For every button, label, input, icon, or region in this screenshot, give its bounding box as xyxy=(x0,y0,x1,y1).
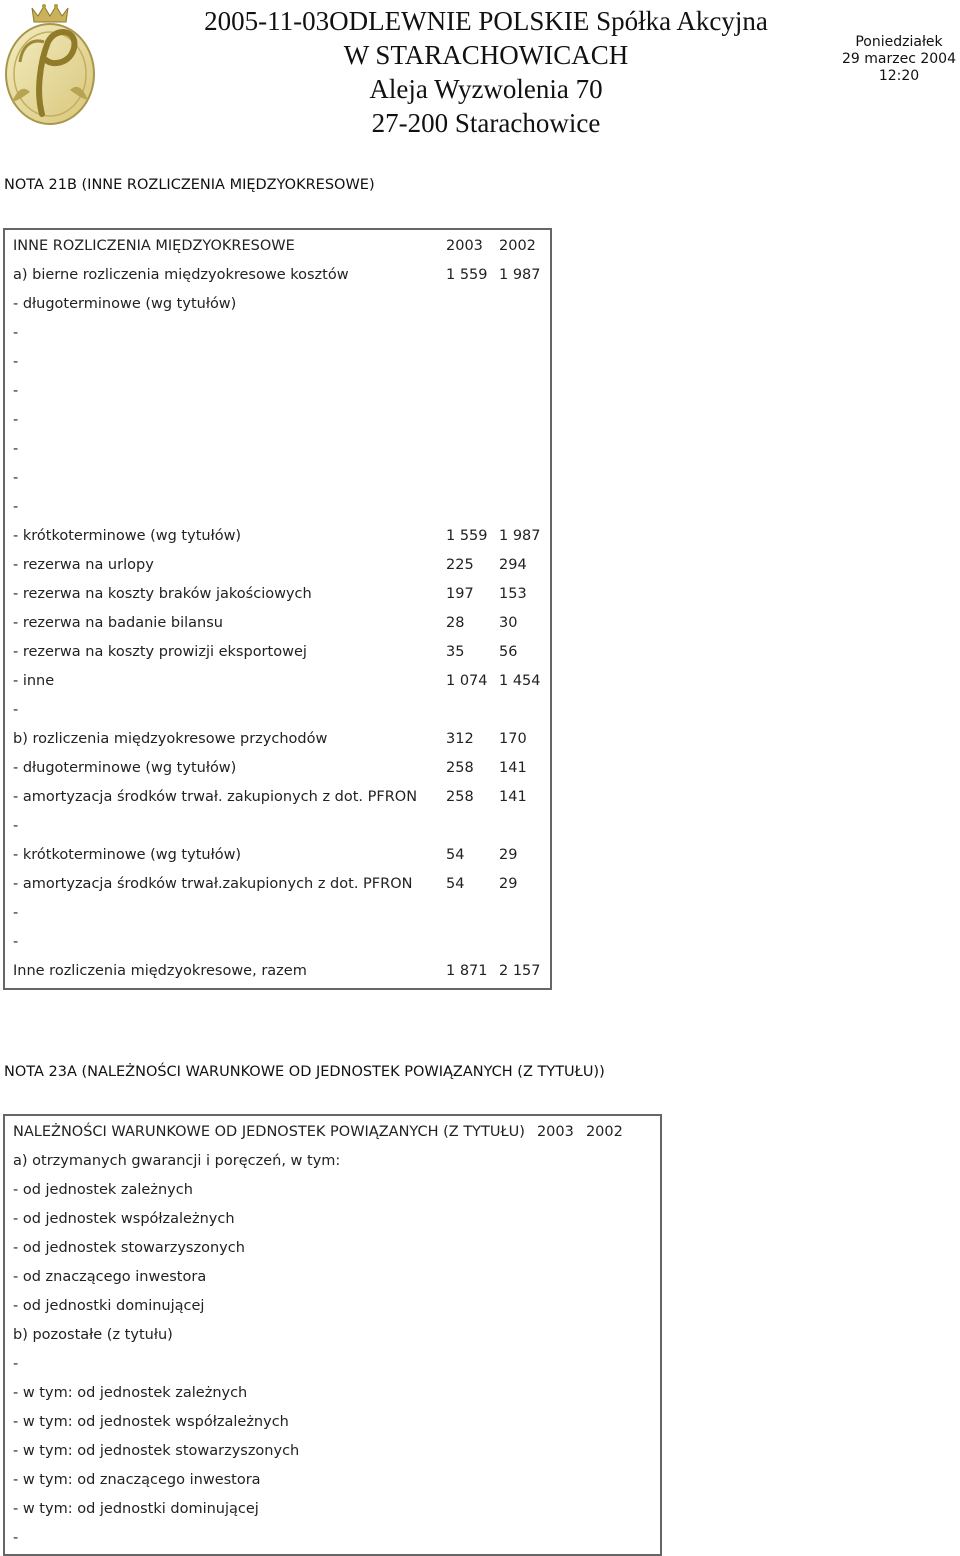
value-2003 xyxy=(537,1233,586,1262)
print-date xyxy=(842,34,956,85)
value-2002: 1 987 xyxy=(499,266,541,283)
row-label: - od znaczącego inwestora xyxy=(13,1268,207,1285)
value-2002 xyxy=(499,898,549,927)
value-2003 xyxy=(537,1204,586,1233)
table-row xyxy=(5,1349,632,1378)
value-2003 xyxy=(446,318,499,347)
value-2003: 1 871 xyxy=(446,962,488,979)
value-2002 xyxy=(499,376,549,405)
table-row xyxy=(5,1494,632,1523)
row-label: a) otrzymanych gwarancji i poręczeń, w tym: xyxy=(13,1152,341,1169)
value-2003: 2003 xyxy=(446,237,483,254)
value-2003: 1 074 xyxy=(446,672,488,689)
value-2002: 2002 xyxy=(585,1123,623,1140)
row-label: - xyxy=(13,411,19,428)
value-2003 xyxy=(537,1523,586,1552)
row-label: - w tym: od jednostek zależnych xyxy=(13,1384,248,1401)
value-2003 xyxy=(446,898,499,927)
row-label: INNE ROZLICZENIA MIĘDZYOKRESOWE xyxy=(13,237,295,254)
value-2002 xyxy=(586,1175,632,1204)
row-label: - xyxy=(13,382,19,399)
value-2003 xyxy=(537,1291,586,1320)
date-value: 29 marzec 2004 xyxy=(842,51,956,67)
table-row xyxy=(5,695,549,724)
table-row xyxy=(5,434,549,463)
title-line-1: 2005-11-03ODLEWNIE POLSKIE Spółka Akcyjna xyxy=(204,6,768,36)
table-row xyxy=(5,1436,632,1465)
row-label: - xyxy=(13,440,19,457)
note-21b-heading: NOTA 21B (INNE ROZLICZENIA MIĘDZYOKRESOWE) xyxy=(4,177,375,193)
value-2002 xyxy=(499,434,549,463)
row-label: - w tym: od znaczącego inwestora xyxy=(13,1471,261,1488)
row-label: - długoterminowe (wg tytułów) xyxy=(13,759,237,776)
table-row xyxy=(5,260,549,289)
table-row xyxy=(5,463,549,492)
table-row xyxy=(5,1117,632,1146)
value-2003: 225 xyxy=(446,556,474,573)
table-row xyxy=(5,1146,632,1175)
table-row xyxy=(5,608,549,637)
value-2003 xyxy=(446,434,499,463)
row-label: a) bierne rozliczenia międzyokresowe kosztów xyxy=(13,266,349,283)
row-label: - xyxy=(13,324,19,341)
row-label: - krótkoterminowe (wg tytułów) xyxy=(13,846,242,863)
company-header xyxy=(166,4,806,140)
value-2002 xyxy=(586,1233,632,1262)
value-2002 xyxy=(586,1465,632,1494)
value-2002 xyxy=(586,1262,632,1291)
value-2002 xyxy=(499,289,549,318)
value-2002: 153 xyxy=(499,585,527,602)
table-row xyxy=(5,927,549,956)
table-row xyxy=(5,956,549,985)
row-label: - rezerwa na urlopy xyxy=(13,556,154,573)
value-2003 xyxy=(537,1146,586,1175)
company-logo xyxy=(2,2,98,128)
table-row xyxy=(5,1233,632,1262)
table-row xyxy=(5,1407,632,1436)
value-2003 xyxy=(537,1320,586,1349)
table-row xyxy=(5,1291,632,1320)
table-row xyxy=(5,753,549,782)
table-row xyxy=(5,1204,632,1233)
row-label: - xyxy=(13,498,19,515)
row-label: - amortyzacja środków trwał. zakupionych z dot. PFRON xyxy=(13,788,418,805)
value-2003 xyxy=(446,811,499,840)
value-2003: 54 xyxy=(446,875,465,892)
row-label: - rezerwa na badanie bilansu xyxy=(13,614,223,631)
value-2003 xyxy=(537,1262,586,1291)
value-2003: 258 xyxy=(446,788,474,805)
value-2003: 35 xyxy=(446,643,465,660)
table-row xyxy=(5,1262,632,1291)
title-line-3: Aleja Wyzwolenia 70 xyxy=(369,74,603,104)
note-21b-table-box xyxy=(3,228,552,990)
note-23a-table-box xyxy=(3,1114,662,1556)
table-row xyxy=(5,289,549,318)
row-label: - od jednostki dominującej xyxy=(13,1297,205,1314)
value-2002 xyxy=(499,405,549,434)
row-label: - xyxy=(13,933,19,950)
table-row xyxy=(5,666,549,695)
value-2003: 28 xyxy=(446,614,465,631)
value-2002: 30 xyxy=(499,614,518,631)
value-2002 xyxy=(499,811,549,840)
row-label: - inne xyxy=(13,672,55,689)
value-2003 xyxy=(446,927,499,956)
table-row xyxy=(5,231,549,260)
row-label: - od jednostek współzależnych xyxy=(13,1210,235,1227)
value-2002: 294 xyxy=(499,556,527,573)
table-row xyxy=(5,550,549,579)
title-line-2: W STARACHOWICACH xyxy=(343,40,629,70)
row-label: - w tym: od jednostek stowarzyszonych xyxy=(13,1442,300,1459)
value-2002 xyxy=(586,1320,632,1349)
row-label: - xyxy=(13,817,19,834)
table-row xyxy=(5,782,549,811)
value-2002 xyxy=(586,1349,632,1378)
value-2003 xyxy=(446,289,499,318)
table-row xyxy=(5,1175,632,1204)
value-2002 xyxy=(586,1291,632,1320)
value-2002: 141 xyxy=(499,788,527,805)
value-2003: 54 xyxy=(446,846,465,863)
row-label: - od jednostek zależnych xyxy=(13,1181,193,1198)
row-label: - rezerwa na koszty prowizji eksportowej xyxy=(13,643,307,660)
row-label: - xyxy=(13,904,19,921)
value-2003: 258 xyxy=(446,759,474,776)
value-2002 xyxy=(499,927,549,956)
value-2003 xyxy=(446,405,499,434)
table-row xyxy=(5,840,549,869)
table-row xyxy=(5,1378,632,1407)
note-23a-heading: NOTA 23A (NALEŻNOŚCI WARUNKOWE OD JEDNOSTEK POWIĄZANYCH (Z TYTUŁU)) xyxy=(4,1064,605,1080)
row-label: - rezerwa na koszty braków jakościowych xyxy=(13,585,312,602)
row-label: - od jednostek stowarzyszonych xyxy=(13,1239,245,1256)
table-row xyxy=(5,492,549,521)
row-label: - amortyzacja środków trwał.zakupionych z dot. PFRON xyxy=(13,875,413,892)
value-2003: 1 559 xyxy=(446,527,488,544)
table-row xyxy=(5,724,549,753)
weekday: Poniedziałek xyxy=(855,34,943,50)
table-row xyxy=(5,1320,632,1349)
value-2003 xyxy=(537,1407,586,1436)
value-2002 xyxy=(586,1378,632,1407)
row-label: b) pozostałe (z tytułu) xyxy=(13,1326,173,1343)
table-row xyxy=(5,405,549,434)
title-line-4: 27-200 Starachowice xyxy=(371,108,601,138)
row-label: - krótkoterminowe (wg tytułów) xyxy=(13,527,242,544)
value-2002: 170 xyxy=(499,730,527,747)
value-2002: 29 xyxy=(499,846,518,863)
value-2002 xyxy=(499,695,549,724)
row-label: Inne rozliczenia międzyokresowe, razem xyxy=(13,962,307,979)
value-2002 xyxy=(499,463,549,492)
row-label: - xyxy=(13,1355,19,1372)
value-2003 xyxy=(537,1494,586,1523)
value-2003 xyxy=(446,492,499,521)
value-2002: 29 xyxy=(499,875,518,892)
value-2002: 2 157 xyxy=(499,962,541,979)
value-2003 xyxy=(537,1436,586,1465)
row-label: - w tym: od jednostki dominującej xyxy=(13,1500,259,1517)
value-2002 xyxy=(499,318,549,347)
table-row xyxy=(5,1523,632,1552)
value-2002: 2002 xyxy=(499,237,536,254)
value-2003: 2003 xyxy=(536,1123,574,1140)
value-2003: 312 xyxy=(446,730,474,747)
value-2003 xyxy=(446,376,499,405)
value-2002 xyxy=(586,1436,632,1465)
value-2003 xyxy=(537,1465,586,1494)
value-2002 xyxy=(586,1204,632,1233)
value-2002 xyxy=(586,1523,632,1552)
logo-emblem-icon xyxy=(2,2,98,128)
value-2003: 197 xyxy=(446,585,474,602)
value-2003 xyxy=(537,1378,586,1407)
value-2002 xyxy=(499,347,549,376)
value-2003 xyxy=(446,695,499,724)
table-row xyxy=(5,376,549,405)
value-2002: 141 xyxy=(499,759,527,776)
value-2002 xyxy=(586,1146,632,1175)
value-2002 xyxy=(499,492,549,521)
table-row xyxy=(5,579,549,608)
row-label: - w tym: od jednostek współzależnych xyxy=(13,1413,289,1430)
row-label: NALEŻNOŚCI WARUNKOWE OD JEDNOSTEK POWIĄZANYCH (Z TYTUŁU) xyxy=(13,1123,525,1140)
value-2002: 1 454 xyxy=(499,672,541,689)
table-row xyxy=(5,898,549,927)
table-row xyxy=(5,869,549,898)
note-21b-table xyxy=(5,231,549,985)
table-row xyxy=(5,318,549,347)
value-2003 xyxy=(537,1175,586,1204)
table-row xyxy=(5,521,549,550)
time-value: 12:20 xyxy=(878,68,920,84)
row-label: - xyxy=(13,1529,19,1546)
value-2002: 56 xyxy=(499,643,518,660)
row-label: - xyxy=(13,469,19,486)
note-23a-table xyxy=(5,1117,632,1552)
value-2002 xyxy=(586,1494,632,1523)
value-2003: 1 559 xyxy=(446,266,488,283)
row-label: - długoterminowe (wg tytułów) xyxy=(13,295,237,312)
table-row xyxy=(5,1465,632,1494)
value-2002: 1 987 xyxy=(499,527,541,544)
table-row xyxy=(5,811,549,840)
table-row xyxy=(5,347,549,376)
value-2002 xyxy=(586,1407,632,1436)
row-label: - xyxy=(13,701,19,718)
row-label: - xyxy=(13,353,19,370)
value-2003 xyxy=(446,347,499,376)
table-row xyxy=(5,637,549,666)
row-label: b) rozliczenia międzyokresowe przychodów xyxy=(13,730,328,747)
value-2003 xyxy=(537,1349,586,1378)
value-2003 xyxy=(446,463,499,492)
